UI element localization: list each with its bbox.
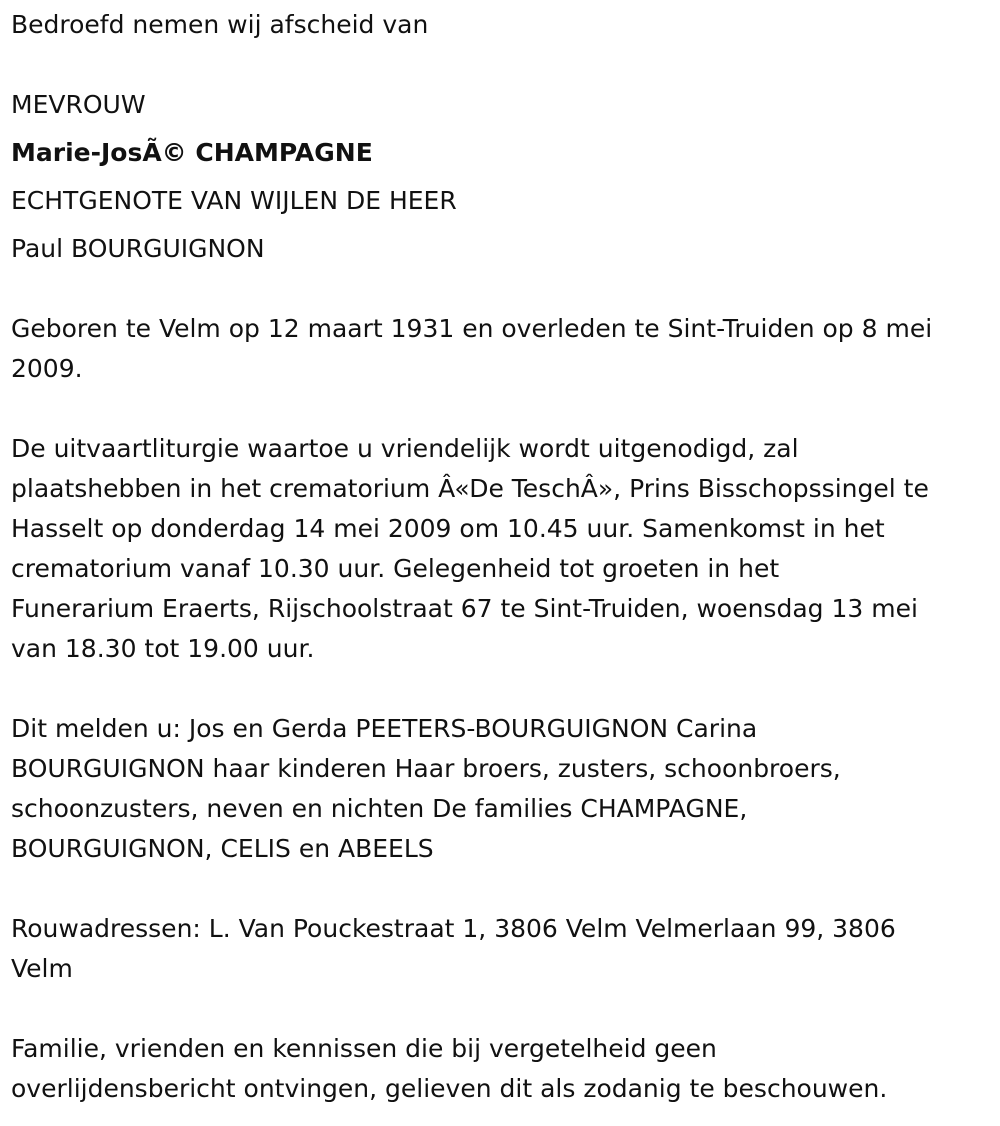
intro-text: Bedroefd nemen wij afscheid van [11,10,429,39]
paragraph-line: Geboren te Velm op 12 maart 1931 en overleden te Sint-Truiden op 8 mei [11,314,933,343]
spouse-label: ECHTGENOTE VAN WIJLEN DE HEER [11,186,457,215]
paragraph-line: overlijdensbericht ontvingen, gelieven dit als zodanig te beschouwen. [11,1074,888,1103]
paragraph-line: plaatshebben in het crematorium Â«De TeschÂ», Prins Bisschopssingel te [11,474,929,503]
paragraph-line: schoonzusters, neven en nichten De families CHAMPAGNE, [11,794,748,823]
announced-by-paragraph [11,709,993,869]
spouse-name: Paul BOURGUIGNON [11,234,265,263]
paragraph-line: 2009. [11,354,83,383]
paragraph-line: De uitvaartliturgie waartoe u vriendelijk wordt uitgenodigd, zal [11,434,799,463]
funeral-paragraph [11,429,993,669]
paragraph-line: crematorium vanaf 10.30 uur. Gelegenheid tot groeten in het [11,554,780,583]
addresses-paragraph [11,909,993,989]
paragraph-line: Hasselt op donderdag 14 mei 2009 om 10.45 uur. Samenkomst in het [11,514,885,543]
paragraph-line: Velm [11,954,73,983]
closing-paragraph [11,1029,993,1109]
paragraph-line: Funerarium Eraerts, Rijschoolstraat 67 te Sint-Truiden, woensdag 13 mei [11,594,918,623]
deceased-name: Marie-JosÃ© CHAMPAGNE [11,138,373,167]
paragraph-line: Rouwadressen: L. Van Pouckestraat 1, 3806 Velm Velmerlaan 99, 3806 [11,914,896,943]
paragraph-line: Familie, vrienden en kennissen die bij vergetelheid geen [11,1034,717,1063]
paragraph-line: van 18.30 tot 19.00 uur. [11,634,315,663]
birth-death-paragraph [11,309,993,389]
paragraph-line: Dit melden u: Jos en Gerda PEETERS-BOURGUIGNON Carina [11,714,758,743]
title-text: MEVROUW [11,90,146,119]
paragraph-line: BOURGUIGNON, CELIS en ABEELS [11,834,434,863]
paragraph-line: BOURGUIGNON haar kinderen Haar broers, zusters, schoonbroers, [11,754,841,783]
